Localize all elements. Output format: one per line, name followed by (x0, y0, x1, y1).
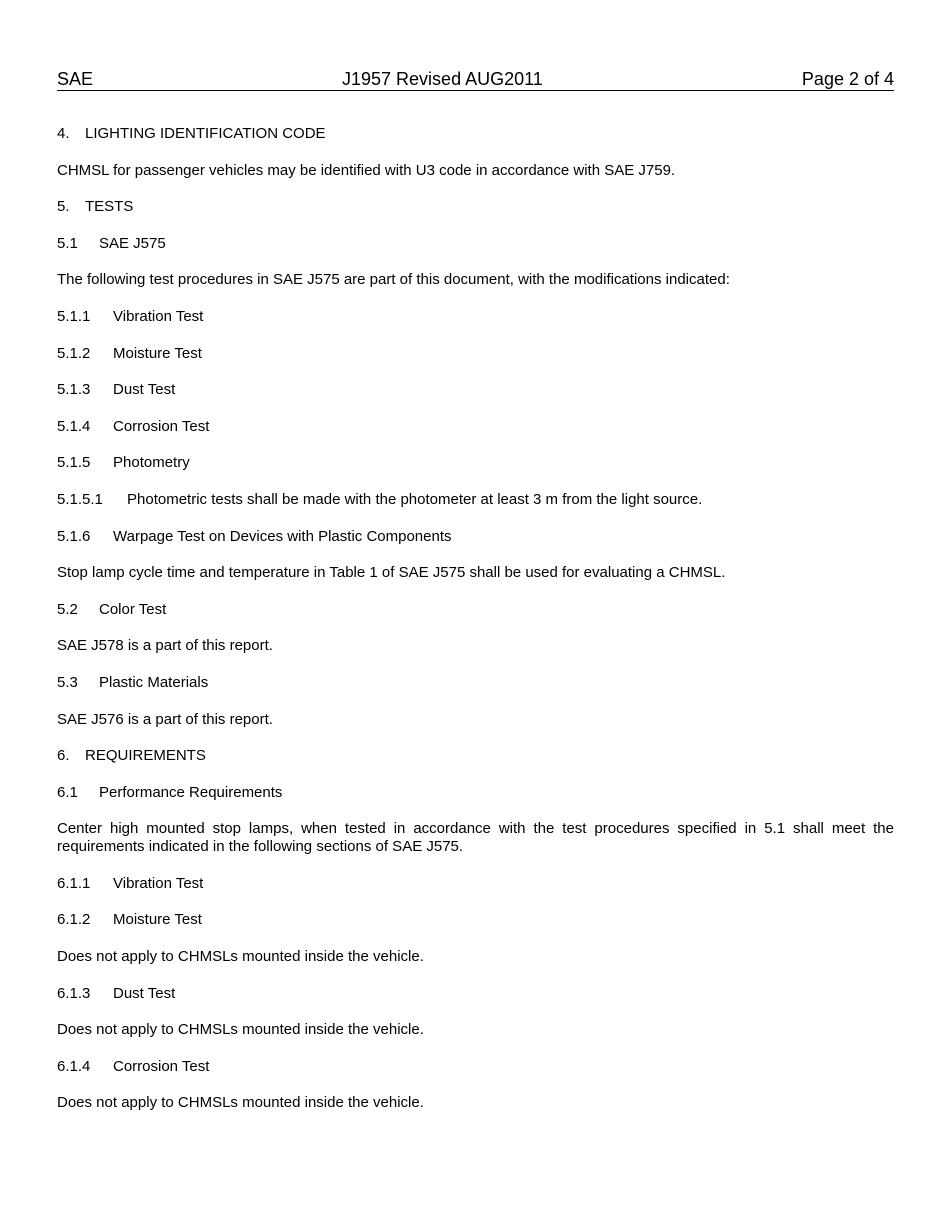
section-heading-6-1-3 (57, 985, 894, 1003)
section-title: LIGHTING IDENTIFICATION CODE (85, 125, 326, 142)
paragraph-dust-note: Does not apply to CHMSLs mounted inside the vehicle. (57, 1021, 424, 1039)
section-number: 5.2 (57, 600, 78, 618)
section-number: 6.1.4 (57, 1057, 91, 1075)
section-title: Color Test (99, 600, 167, 618)
section-number: 6.1 (57, 783, 78, 801)
section-heading-6-1-2 (57, 911, 894, 929)
section-title: Moisture Test (113, 344, 202, 362)
section-title: Plastic Materials (99, 673, 209, 691)
section-number: 5. (57, 198, 70, 216)
paragraph-color-test: SAE J578 is a part of this report. (57, 637, 273, 655)
paragraph-plastic-materials: SAE J576 is a part of this report. (57, 710, 273, 728)
section-number: 5.1.5 (57, 454, 91, 472)
section-title: Warpage Test on Devices with Plastic Components (113, 527, 452, 545)
section-title: Dust Test (113, 381, 176, 399)
section-heading-6 (57, 747, 894, 765)
section-title: SAE J575 (99, 234, 166, 252)
section-number: 6.1.2 (57, 911, 91, 929)
section-heading-6-1 (57, 784, 894, 802)
header-doc-id: J1957 Revised AUG2011 (342, 69, 543, 89)
section-heading-6-1-1 (57, 875, 894, 893)
section-heading-5 (57, 198, 894, 216)
section-number: 5.1 (57, 234, 78, 252)
section-number: 5.1.3 (57, 381, 91, 399)
section-heading-5-1-3 (57, 381, 894, 399)
section-number: 5.1.5.1 (57, 490, 103, 508)
section-heading-4 (57, 125, 894, 143)
section-title: REQUIREMENTS (85, 747, 206, 765)
section-heading-5-1-4 (57, 418, 894, 436)
header-org: SAE (57, 69, 94, 89)
section-number: 6.1.3 (57, 984, 91, 1002)
section-heading-5-2 (57, 601, 894, 619)
paragraph-corrosion-note: Does not apply to CHMSLs mounted inside the vehicle. (57, 1094, 424, 1112)
paragraph-lighting-code: CHMSL for passenger vehicles may be identified with U3 code in accordance with SAE J759. (57, 161, 676, 179)
section-title: Corrosion Test (113, 1057, 210, 1075)
section-heading-5-1-6 (57, 528, 894, 546)
section-number: 5.1.4 (57, 417, 91, 435)
section-heading-5-1-2 (57, 345, 894, 363)
paragraph-performance-requirements: Center high mounted stop lamps, when tested in accordance with the test procedures specified in 5.1 shall meet the requirements indicated in the following sections of SAE J575. (57, 820, 894, 856)
paragraph-moisture-note: Does not apply to CHMSLs mounted inside the vehicle. (57, 948, 424, 966)
document-body (57, 125, 894, 1131)
section-number: 5.1.2 (57, 344, 91, 362)
section-heading-5-1 (57, 235, 894, 253)
section-title: TESTS (85, 198, 134, 216)
section-heading-5-1-5 (57, 454, 894, 472)
section-title: Photometry (113, 454, 190, 472)
section-text: Photometric tests shall be made with the photometer at least 3 m from the light source. (127, 490, 703, 508)
section-title: Corrosion Test (113, 417, 210, 435)
section-heading-5-3 (57, 674, 894, 692)
section-title: Vibration Test (113, 874, 204, 892)
section-number: 6.1.1 (57, 874, 91, 892)
section-number: 5.1.1 (57, 307, 91, 325)
page-header (57, 68, 894, 91)
section-heading-5-1-5-1 (57, 491, 894, 509)
section-title: Dust Test (113, 984, 176, 1002)
section-number: 5.1.6 (57, 527, 91, 545)
section-number: 5.3 (57, 673, 78, 691)
paragraph-stop-lamp-cycle: Stop lamp cycle time and temperature in Table 1 of SAE J575 shall be used for evaluating a CHMSL. (57, 564, 726, 582)
section-title: Performance Requirements (99, 783, 283, 801)
paragraph-test-procedures: The following test procedures in SAE J575 are part of this document, with the modifications indicated: (57, 271, 730, 289)
section-heading-5-1-1 (57, 308, 894, 326)
section-heading-6-1-4 (57, 1058, 894, 1076)
section-title: Vibration Test (113, 307, 204, 325)
header-page-number: Page 2 of 4 (801, 69, 894, 89)
section-number: 6. (57, 747, 70, 765)
section-title: Moisture Test (113, 911, 202, 929)
section-number: 4. (57, 125, 70, 142)
